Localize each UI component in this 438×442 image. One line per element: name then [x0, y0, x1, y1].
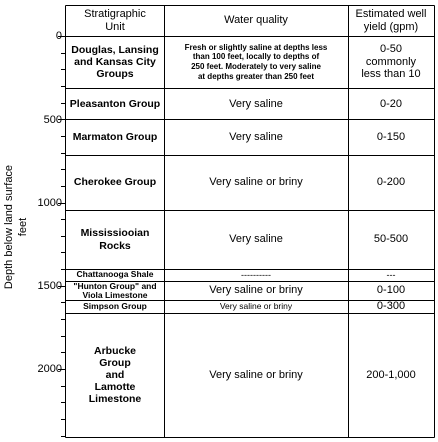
unit-pleasanton: Pleasanton Group	[69, 97, 161, 110]
yield-simpson: 0-300	[376, 300, 406, 313]
yield-douglas: 0-50 commonly less than 10	[361, 43, 421, 81]
quality-simpson: Very saline or briny	[219, 300, 293, 311]
depth-axis-title: Depth below land surface feet	[3, 164, 29, 290]
yield-hunton-viola: 0-100	[376, 284, 406, 297]
unit-simpson: Simpson Group	[83, 300, 147, 311]
quality-douglas: Fresh or slightly saline at depths less than 100 feet, locally to depths of 250 feet. Moderately to very saline at depths greater than 250 feet	[184, 42, 328, 81]
depth-tick-1500: 1500	[37, 280, 62, 292]
quality-arbuckle: Very saline or briny	[209, 368, 303, 381]
unit-mississippian: Mississiooian Rocks	[80, 227, 150, 252]
header-stratigraphic-unit: Stratigraphic Unit	[84, 7, 146, 33]
yield-marmaton: 0-150	[376, 131, 406, 144]
unit-marmaton: Marmaton Group	[72, 131, 158, 144]
yield-mississippian: 50-500	[373, 233, 409, 246]
header-well-yield: Estimated well yield (gpm)	[355, 7, 427, 33]
quality-chattanooga: ----------	[241, 269, 271, 280]
yield-chattanooga: ---	[386, 269, 396, 280]
depth-axis-ticks	[58, 37, 66, 437]
yield-arbuckle: 200-1,000	[366, 368, 416, 381]
quality-hunton-viola: Very saline or briny	[209, 284, 303, 297]
yield-cherokee: 0-200	[376, 176, 406, 189]
quality-marmaton: Very saline	[229, 131, 283, 144]
unit-chattanooga: Chattanooga Shale	[76, 269, 154, 280]
quality-mississippian: Very saline	[229, 233, 283, 246]
depth-tick-0: 0	[55, 30, 62, 42]
depth-tick-1000: 1000	[37, 197, 62, 209]
quality-cherokee: Very saline or briny	[209, 176, 303, 189]
unit-arbuckle-lamotte: Arbucke Group and Lamotte Limestone	[88, 344, 142, 406]
header-water-quality: Water quality	[224, 14, 288, 27]
quality-pleasanton: Very saline	[229, 97, 283, 110]
depth-tick-500: 500	[43, 114, 62, 126]
unit-cherokee: Cherokee Group	[73, 176, 157, 189]
yield-pleasanton: 0-20	[379, 97, 403, 110]
unit-hunton-viola: "Hunton Group" and Viola Limestone	[73, 280, 157, 300]
depth-tick-2000: 2000	[37, 363, 62, 375]
unit-douglas-lansing-kansas-city: Douglas, Lansing and Kansas City Groups	[71, 43, 159, 81]
